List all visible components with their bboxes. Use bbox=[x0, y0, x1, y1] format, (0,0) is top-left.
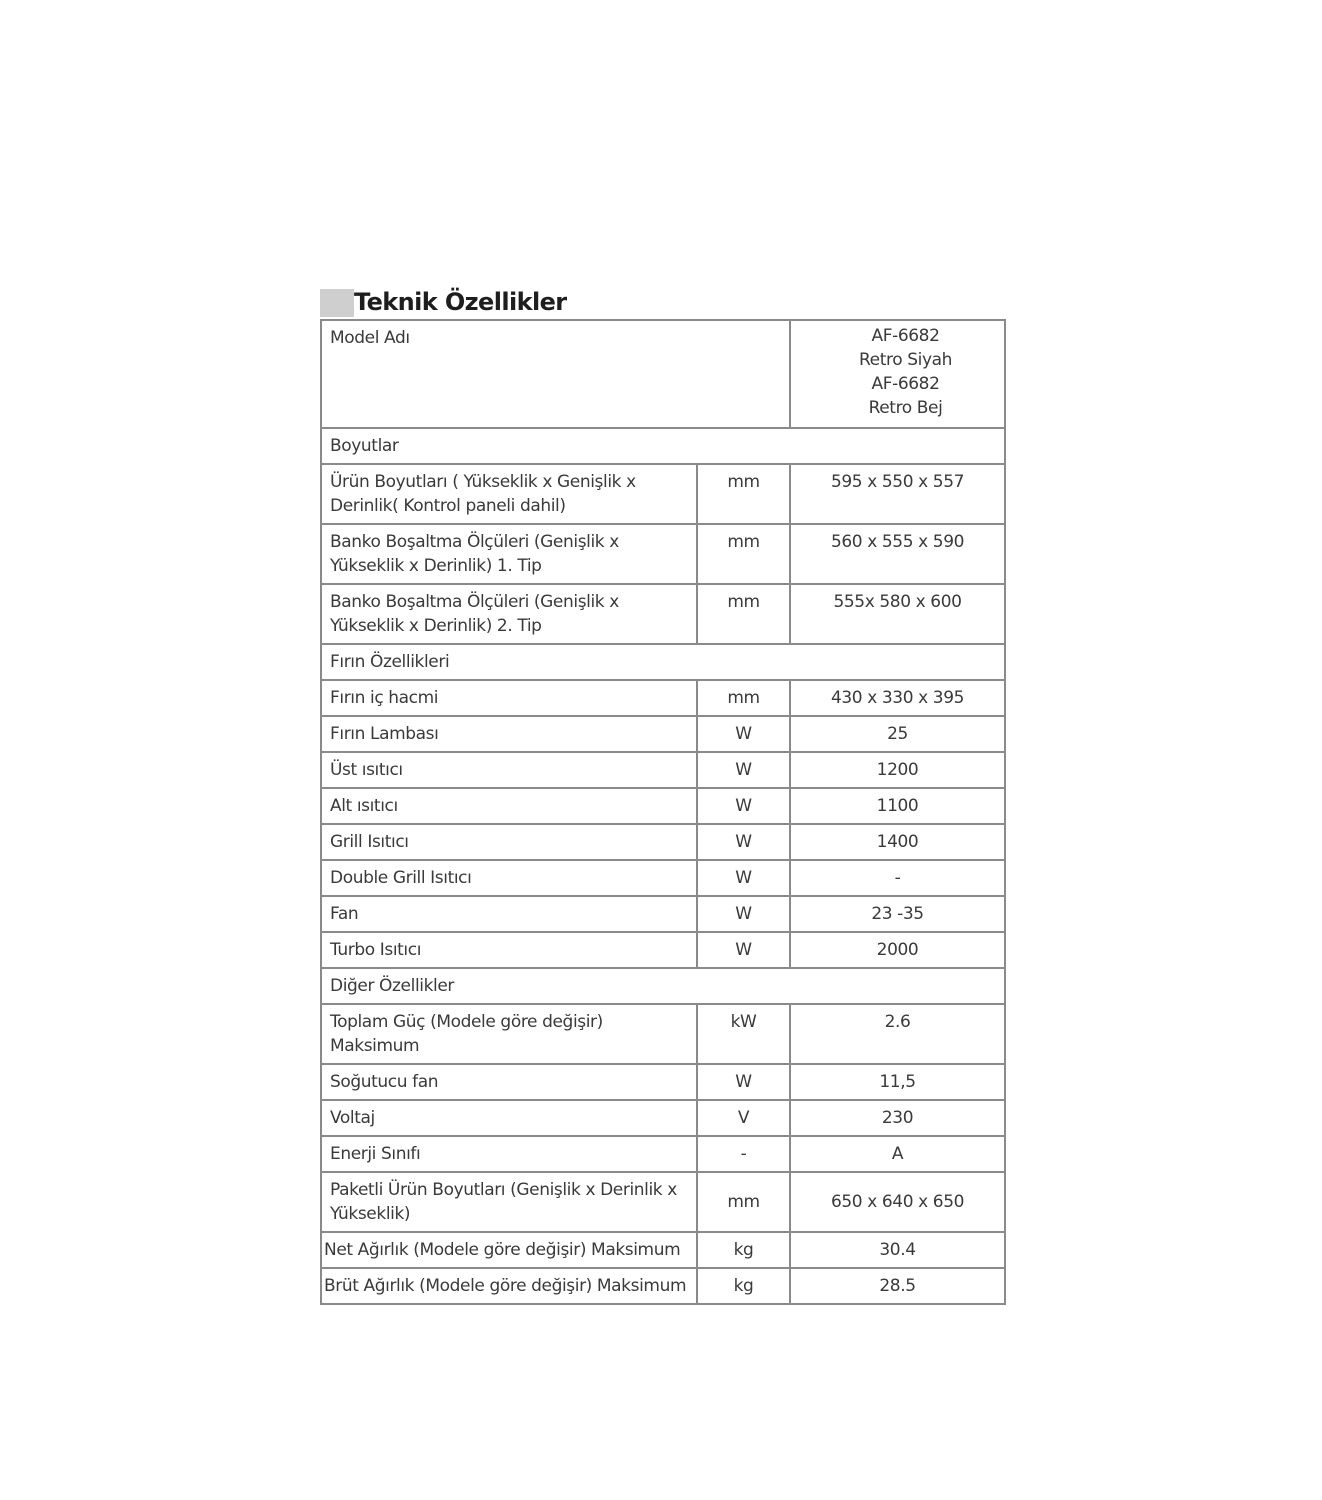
spec-unit: mm bbox=[697, 584, 790, 644]
model-value-line: AF-6682 bbox=[871, 374, 940, 394]
spec-label: Fırın Lambası bbox=[321, 716, 697, 752]
spec-label: Fırın iç hacmi bbox=[321, 680, 697, 716]
spec-value: - bbox=[790, 860, 1005, 896]
spec-row bbox=[321, 752, 1005, 788]
spec-row bbox=[321, 1064, 1005, 1100]
spec-row bbox=[321, 1268, 1005, 1304]
model-row bbox=[321, 320, 1005, 428]
spec-label: Enerji Sınıfı bbox=[321, 1136, 697, 1172]
section-title: Boyutlar bbox=[321, 428, 1005, 464]
spec-value: 1100 bbox=[790, 788, 1005, 824]
spec-unit: kg bbox=[697, 1232, 790, 1268]
spec-unit: mm bbox=[697, 464, 790, 524]
spec-row bbox=[321, 680, 1005, 716]
spec-label: Brüt Ağırlık (Modele göre değişir) Maksimum bbox=[321, 1268, 697, 1304]
spec-row bbox=[321, 464, 1005, 524]
model-label: Model Adı bbox=[321, 320, 790, 428]
spec-row bbox=[321, 1004, 1005, 1064]
spec-label: Ürün Boyutları ( Yükseklik x Genişlik x Derinlik( Kontrol paneli dahil) bbox=[321, 464, 697, 524]
spec-unit: W bbox=[697, 716, 790, 752]
spec-value: 2000 bbox=[790, 932, 1005, 968]
spec-value: 1400 bbox=[790, 824, 1005, 860]
spec-unit: W bbox=[697, 860, 790, 896]
title-row bbox=[320, 283, 1004, 319]
spec-value: 595 x 550 x 557 bbox=[790, 464, 1005, 524]
spec-value: 430 x 330 x 395 bbox=[790, 680, 1005, 716]
spec-unit: mm bbox=[697, 524, 790, 584]
page-title: Teknik Özellikler bbox=[354, 288, 567, 316]
spec-unit: mm bbox=[697, 680, 790, 716]
spec-value: 555x 580 x 600 bbox=[790, 584, 1005, 644]
spec-label: Double Grill Isıtıcı bbox=[321, 860, 697, 896]
spec-row bbox=[321, 860, 1005, 896]
spec-value: 560 x 555 x 590 bbox=[790, 524, 1005, 584]
spec-value: 230 bbox=[790, 1100, 1005, 1136]
title-marker bbox=[320, 289, 354, 317]
spec-unit: kW bbox=[697, 1004, 790, 1064]
spec-label: Alt ısıtıcı bbox=[321, 788, 697, 824]
spec-label: Soğutucu fan bbox=[321, 1064, 697, 1100]
spec-row bbox=[321, 824, 1005, 860]
technical-specs-block bbox=[320, 283, 1004, 1305]
spec-value: 25 bbox=[790, 716, 1005, 752]
spec-row bbox=[321, 716, 1005, 752]
spec-row bbox=[321, 524, 1005, 584]
spec-row bbox=[321, 788, 1005, 824]
spec-label: Grill Isıtıcı bbox=[321, 824, 697, 860]
section-header-row bbox=[321, 428, 1005, 464]
spec-label: Fan bbox=[321, 896, 697, 932]
spec-unit: W bbox=[697, 1064, 790, 1100]
spec-value: 30.4 bbox=[790, 1232, 1005, 1268]
spec-unit: W bbox=[697, 932, 790, 968]
spec-value: 650 x 640 x 650 bbox=[790, 1172, 1005, 1232]
spec-label: Net Ağırlık (Modele göre değişir) Maksimum bbox=[321, 1232, 697, 1268]
spec-label: Turbo Isıtıcı bbox=[321, 932, 697, 968]
model-value bbox=[790, 320, 1005, 428]
spec-label: Banko Boşaltma Ölçüleri (Genişlik x Yükseklik x Derinlik) 1. Tip bbox=[321, 524, 697, 584]
spec-label: Toplam Güç (Modele göre değişir) Maksimum bbox=[321, 1004, 697, 1064]
spec-unit: V bbox=[697, 1100, 790, 1136]
spec-unit: W bbox=[697, 824, 790, 860]
spec-unit: mm bbox=[697, 1172, 790, 1232]
spec-unit: W bbox=[697, 788, 790, 824]
spec-table bbox=[320, 319, 1006, 1305]
section-header-row bbox=[321, 644, 1005, 680]
spec-value: A bbox=[790, 1136, 1005, 1172]
spec-unit: kg bbox=[697, 1268, 790, 1304]
section-title: Fırın Özellikleri bbox=[321, 644, 1005, 680]
model-value-line: Retro Bej bbox=[868, 398, 943, 418]
spec-unit: - bbox=[697, 1136, 790, 1172]
spec-value: 28.5 bbox=[790, 1268, 1005, 1304]
spec-row bbox=[321, 1172, 1005, 1232]
spec-row bbox=[321, 1232, 1005, 1268]
section-header-row bbox=[321, 968, 1005, 1004]
spec-row bbox=[321, 896, 1005, 932]
spec-value: 23 -35 bbox=[790, 896, 1005, 932]
spec-row bbox=[321, 1136, 1005, 1172]
spec-row bbox=[321, 932, 1005, 968]
spec-row bbox=[321, 584, 1005, 644]
spec-row bbox=[321, 1100, 1005, 1136]
spec-unit: W bbox=[697, 896, 790, 932]
spec-value: 2.6 bbox=[790, 1004, 1005, 1064]
spec-value: 1200 bbox=[790, 752, 1005, 788]
model-value-line: AF-6682 bbox=[871, 326, 940, 346]
spec-label: Banko Boşaltma Ölçüleri (Genişlik x Yükseklik x Derinlik) 2. Tip bbox=[321, 584, 697, 644]
spec-label: Paketli Ürün Boyutları (Genişlik x Derinlik x Yükseklik) bbox=[321, 1172, 697, 1232]
spec-label: Üst ısıtıcı bbox=[321, 752, 697, 788]
model-value-line: Retro Siyah bbox=[859, 350, 952, 370]
spec-value: 11,5 bbox=[790, 1064, 1005, 1100]
spec-label: Voltaj bbox=[321, 1100, 697, 1136]
spec-unit: W bbox=[697, 752, 790, 788]
section-title: Diğer Özellikler bbox=[321, 968, 1005, 1004]
